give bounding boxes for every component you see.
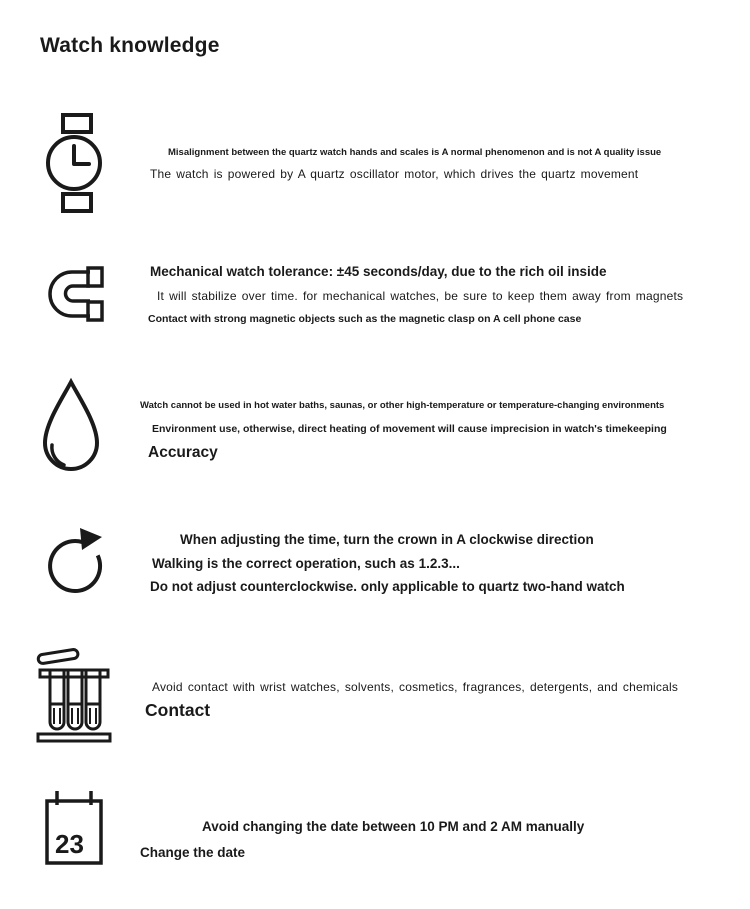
text-line: Misalignment between the quartz watch hands and scales is A normal phenomenon and is not A quality issue bbox=[168, 147, 662, 158]
text-line: Contact with strong magnetic objects such as the magnetic clasp on A cell phone case bbox=[148, 313, 582, 325]
text-line: It will stabilize over time. for mechanical watches, be sure to keep them away from magnets bbox=[157, 289, 684, 303]
water-drop-icon bbox=[40, 377, 102, 475]
page-title: Watch knowledge bbox=[40, 34, 220, 57]
rotate-clockwise-icon bbox=[44, 519, 110, 599]
text-line: Do not adjust counterclockwise. only applicable to quartz two-hand watch bbox=[150, 579, 625, 594]
text-line: Mechanical watch tolerance: ±45 seconds/day, due to the rich oil inside bbox=[150, 264, 607, 279]
text-line: Watch cannot be used in hot water baths, saunas, or other high-temperature or temperature-changing environments bbox=[140, 400, 665, 411]
calendar-icon bbox=[44, 789, 104, 867]
text-line: When adjusting the time, turn the crown in A clockwise direction bbox=[180, 532, 594, 547]
watch-icon bbox=[44, 112, 106, 214]
text-line: Change the date bbox=[140, 845, 246, 860]
calendar-day: 23 bbox=[55, 829, 84, 859]
text-line: The watch is powered by A quartz oscillator motor, which drives the quartz movement bbox=[150, 167, 639, 181]
text-line: Environment use, otherwise, direct heating of movement will cause imprecision in watch's timekeeping bbox=[152, 423, 667, 435]
text-line: Contact bbox=[145, 700, 211, 720]
magnet-icon bbox=[44, 263, 106, 325]
text-line: Walking is the correct operation, such as 1.2.3... bbox=[152, 556, 460, 571]
test-tubes-icon bbox=[36, 644, 114, 746]
text-line: Accuracy bbox=[148, 444, 218, 461]
text-line: Avoid changing the date between 10 PM and 2 AM manually bbox=[202, 819, 585, 834]
text-line: Avoid contact with wrist watches, solvents, cosmetics, fragrances, detergents, and chemicals bbox=[152, 680, 679, 694]
